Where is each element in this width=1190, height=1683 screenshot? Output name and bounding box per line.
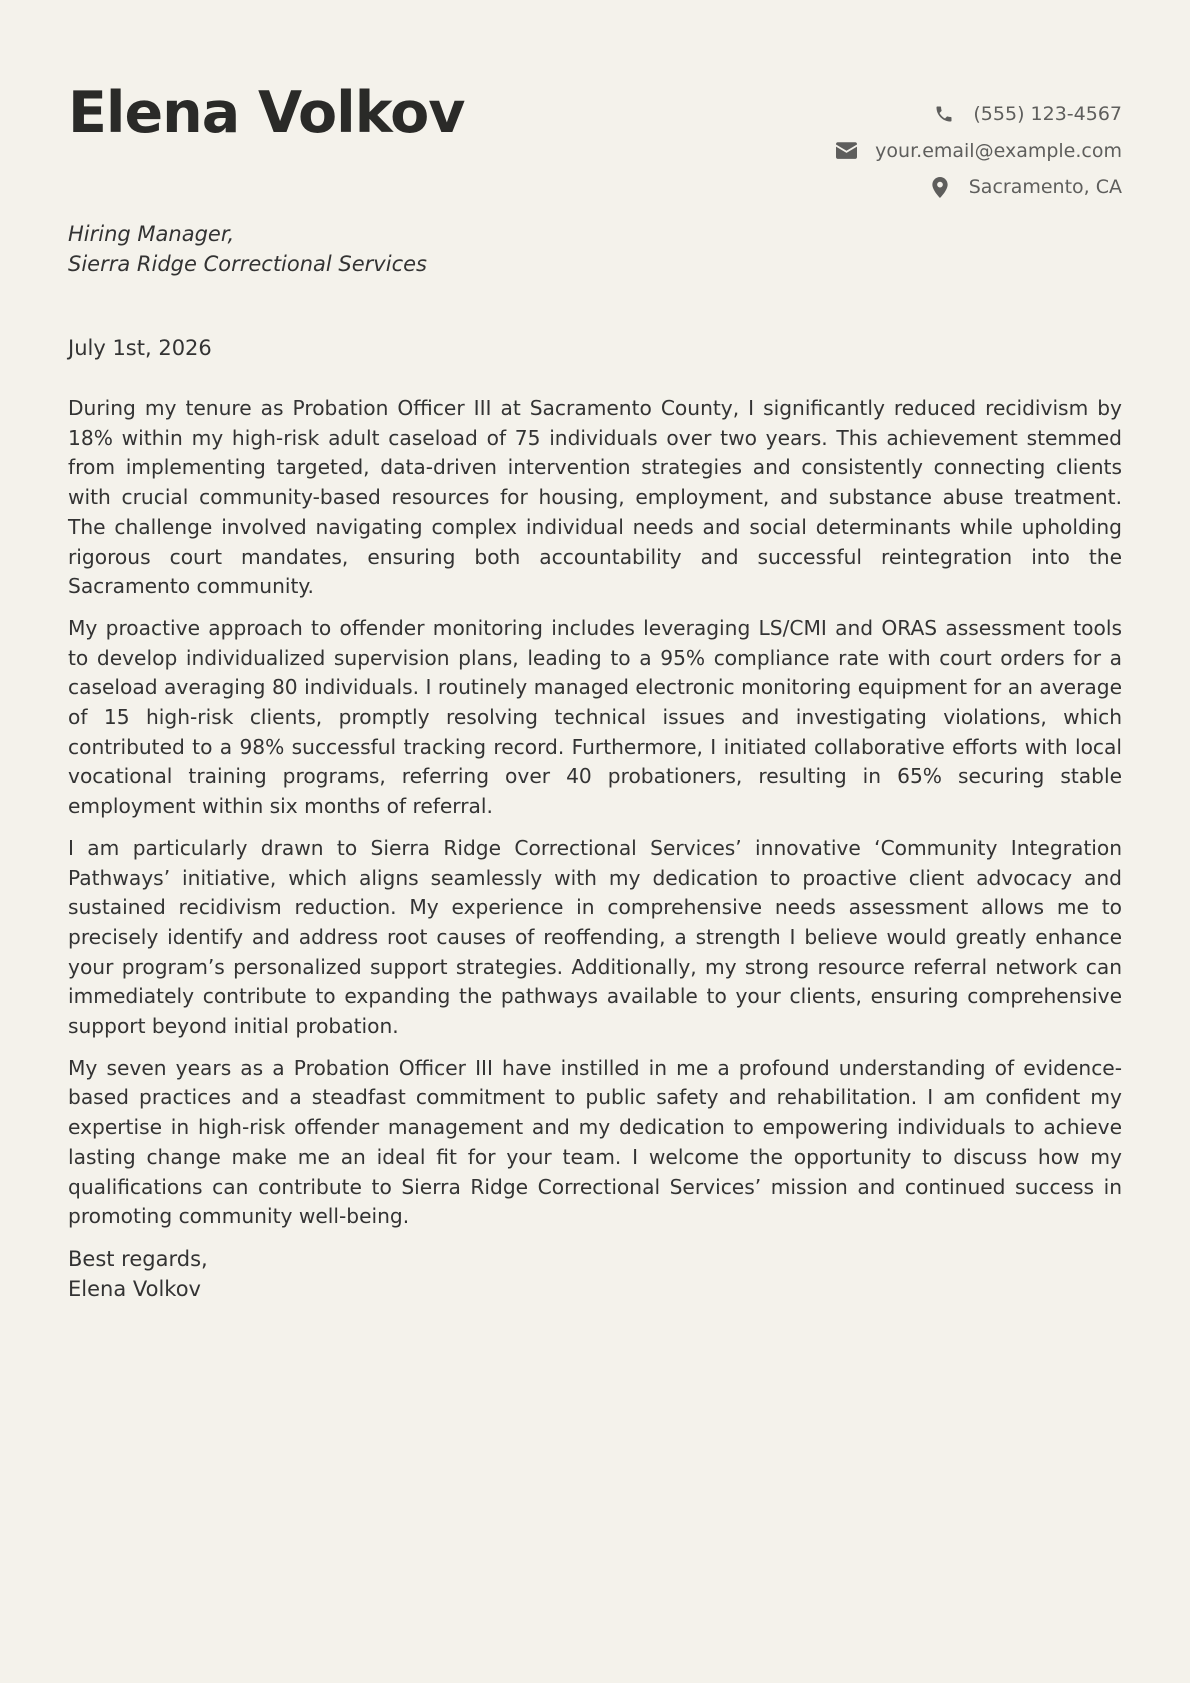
signature-name: Elena Volkov <box>68 1276 201 1301</box>
closing-salutation: Best regards, <box>68 1246 208 1271</box>
recipient-block <box>68 219 1122 279</box>
recipient-company: Sierra Ridge Correctional Services <box>68 252 427 276</box>
body-paragraph: During my tenure as Probation Officer III at Sacramento County, I significantly reduced recidivism by 18% within my high-risk adult caseload of 75 individuals over two years. This achievement stemmed from implementing targeted, data-driven intervention strategies and consistently connecting clients with crucial community-based resources for housing, employment, and substance abuse treatment. The challenge involved navigating complex individual needs and social determinants while upholding rigorous court mandates, ensuring both accountability and successful reintegration into the Sacramento community. <box>68 396 1122 599</box>
map-pin-icon <box>929 176 951 198</box>
contact-phone[interactable]: (555) 123-4567 <box>973 103 1122 126</box>
contact-email-row <box>835 133 1122 170</box>
body-paragraph: I am particularly drawn to Sierra Ridge Correctional Services’ innovative ‘Community Integration Pathways’ initiative, which aligns seamlessly with my dedication to proactive client advocacy and sustained recidivism reduction. My experience in comprehensive needs assessment allows me to precisely identify and address root causes of reoffending, a strength I believe would greatly enhance your program’s personalized support strategies. Additionally, my strong resource referral network can immediately contribute to expanding the pathways available to your clients, ensuring comprehensive support beyond initial probation. <box>68 835 1122 1039</box>
contact-block <box>835 96 1122 206</box>
letter-closing <box>68 1244 1122 1304</box>
contact-location-row <box>835 169 1122 206</box>
contact-email[interactable]: your.email@example.com <box>875 139 1122 162</box>
letter-header <box>68 0 1122 205</box>
contact-phone-row <box>835 96 1122 133</box>
letter-body <box>68 394 1122 1232</box>
letter-date: July 1st, 2026 <box>68 336 212 360</box>
envelope-icon <box>835 140 857 162</box>
phone-icon <box>933 103 955 125</box>
contact-location: Sacramento, CA <box>968 176 1122 199</box>
applicant-name: Elena Volkov <box>68 80 465 146</box>
recipient-title: Hiring Manager, <box>68 222 235 246</box>
body-paragraph: My proactive approach to offender monitoring includes leveraging LS/CMI and ORAS assessment tools to develop individualized supervision plans, leading to a 95% compliance rate with court orders for a caseload averaging 80 individuals. I routinely managed electronic monitoring equipment for an average of 15 high-risk clients, promptly resolving technical issues and investigating violations, which contributed to a 98% successful tracking record. Furthermore, I initiated collaborative efforts with local vocational training programs, referring over 40 probationers, resulting in 65% securing stable employment within six months of referral. <box>68 615 1122 819</box>
body-paragraph: My seven years as a Probation Officer III have instilled in me a profound understanding of evidence-based practices and a steadfast commitment to public safety and rehabilitation. I am confident my expertise in high-risk offender management and my dedication to empowering individuals to achieve lasting change make me an ideal fit for your team. I welcome the opportunity to discuss how my qualifications can contribute to Sierra Ridge Correctional Services’ mission and continued success in promoting community well-being. <box>68 1055 1122 1229</box>
